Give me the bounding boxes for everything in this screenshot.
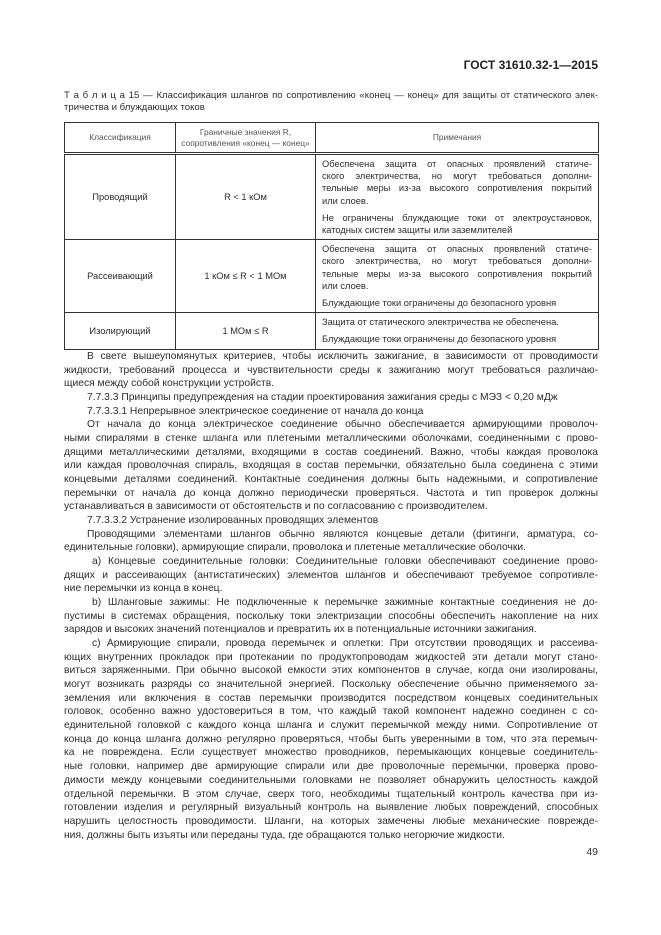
note-line: Обеспечена защита от опасных проявлений статиче- [322,159,592,169]
text-line: нарушить целостность проводимости. Шланги, на которых замечены любые механические поврежде- [64,815,598,827]
limit-cell: 1 кОм ≤ R < 1 МОм [176,240,316,313]
column-header-notes: Примечания [316,123,599,154]
text-line: ка не повреждена. Если существует множество проводников, перемыкающих концевые соединитель- [64,747,598,759]
text-line: Проводящими элементами шлангов обычно являются концевые детали (фитинги, арматура, со- [87,528,598,540]
text-line: единительной головкой с каждого конца шланга и служит перемычкой между ними. Сопротивление от [64,720,598,732]
text-line: а) Концевые соединительные головки: Соединительные головки обеспечивают соединение прово- [92,556,598,568]
paragraph [64,555,598,596]
note-line: или слоев. [322,280,369,291]
note-line: Блуждающие токи ограничены до безопасного уровня [322,334,557,345]
document-header-title: ГОСТ 31610.32-1—2015 [463,58,598,72]
table-row [65,240,599,313]
page-number: 49 [586,846,598,858]
note-line: тельные меры из-за высокого сопротивления покрытий [322,183,592,194]
text-line: концевыми деталями соединений. Контактные соединения должны быть надежными, и сопротивление [64,474,598,486]
paragraph [64,405,598,419]
text-line: единительные головки), армирующие спирали, проволока и плетеные металлические оболочки. [64,542,526,554]
paragraph [64,528,598,555]
text-line: головок, особенно важно удостовериться в том, что каждый такой компонент надежно соединен с со- [64,706,598,718]
text-line: 7.7.3.3.1 Непрерывное электрическое соединение от начала до конца [87,405,424,417]
text-line: жидкости, требований процесса и чувствительности среды к зажиганию могут требоваться различаю- [64,364,598,376]
note-line: ского электричества, но могут требоваться дополни- [322,256,592,267]
column-header-limits-text: Граничные значения R, сопротивления «конец — конец» [181,126,310,148]
note-line: Не ограничены блуждающие токи от электроустановок, [322,212,592,223]
limit-cell: R < 1 кОм [176,154,316,240]
text-line: зарядов и высоких значений потенциалов и превратить их в потенциальные источники зажигания. [64,624,537,636]
text-line: ние перемычки из конца в конец. [64,583,223,595]
text-line: с) Армирующие спирали, провода перемычек и оплетки: При отсутствии проводящих и рассеива- [92,638,598,650]
note-line: катодных систем защиты или заземлителей [322,224,513,235]
note-line: Обеспечена защита от опасных проявлений статиче- [322,244,592,255]
paragraph [64,637,598,842]
classification-cell: Рассеивающий [65,240,176,313]
text-line: дящими металлическими деталями, входящими в состав соединений. Важно, чтобы каждая проволока [64,446,598,458]
paragraph [64,391,598,405]
text-line: димости между концевыми соединительными головками не позволяет обнаружить целостность каждой [64,774,598,786]
notes-cell [316,240,599,313]
note-line: ского электричества, но могут требоваться дополни- [322,171,592,182]
text-line: ными спиралями в стенке шланга или плетеными металлическими оболочками, соединенными с прово- [64,433,598,445]
note-line: Защита от статического электричества не обеспечена. [322,317,559,328]
notes-cell [316,154,599,240]
text-line: ющих внутренних прокладок при протекании по продуктопроводам жидкостей эти детали могут стано- [64,651,598,663]
note-line: тельные меры из-за высокого сопротивления покрытий [322,268,592,279]
column-header-limits [176,123,316,154]
text-line: дящих и рассеивающих (антистатических) элементов шлангов и обеспечивают требуемое сопротивле- [64,569,598,581]
text-line: перемычки от начала до конца должно периодически проверяться. Частота и тип проверок должны [64,487,598,499]
body-text [64,350,598,842]
paragraph [64,514,598,528]
note-line: или слоев. [322,195,369,206]
text-line: b) Шланговые зажимы: Не подключенные к перемычке зажимные контактные соединения не до- [92,597,598,609]
table-caption [64,90,598,114]
text-line: готовлении изделия и регулярный визуальный контроль на выявление любых повреждений, способных [64,802,598,814]
caption-line: тричества и блуждающих токов [64,102,205,113]
text-line: 7.7.3.3 Принципы предупреждения на стадии проектирования зажигания среды с МЭЗ < 0,20 мДж [87,392,558,404]
notes-cell [316,313,599,349]
text-line: 7.7.3.3.2 Устранение изолированных проводящих элементов [87,515,379,527]
table-row [65,313,599,349]
text-line: щиеся между собой конструкции устройств. [64,378,275,390]
text-line: отдельной перемычки. В этом случае, сверх того, необходимы тщательный контроль качества при из- [64,788,598,800]
paragraph [64,350,598,391]
paragraph [64,418,598,514]
classification-table [64,122,599,350]
text-line: конца до конца шланга должно регулярно проверяться, чтобы быть уверенными в том, что эта перемыч- [64,733,598,745]
text-line: виться заряженными. При обычно высокой емкости этих компонентов в случае, когда они изолированы, [64,665,598,677]
limit-cell: 1 МОм ≤ R [176,313,316,349]
paragraph [64,596,598,637]
classification-cell: Изолирующий [65,313,176,349]
column-header-classification: Классификация [65,123,176,154]
text-line: устанавливаться в зависимости от обстоятельств и по согласованию с производителем. [64,501,488,513]
table-row [65,154,599,240]
classification-cell: Проводящий [65,154,176,240]
text-line: ния, должны быть изъяты или переданы туда, где обращаются только негорючие жидкости. [64,829,505,841]
text-line: В свете вышеупомянутых критериев, чтобы исключить зажигание, в зависимости от проводимости [87,351,598,362]
text-line: или каждая проволочная спираль, входящая в состав перемычки, обязательно была соединена с этими [64,460,598,472]
text-line: могут возникать разряды со значительной энергией. Поскольку обеспечение обычно применяемого за- [64,679,598,691]
caption-line: Т а б л и ц а 15 — Классификация шлангов по сопротивлению «конец — конец» для защиты от статического элек- [64,90,598,101]
text-line: От начала до конца электрическое соединение обычно обеспечивается армирующими проволоч- [87,419,598,431]
text-line: пустимы в системах обращения, поскольку токи электризации способны обеспечить накопление на них [64,610,598,622]
note-line: Блуждающие токи ограничены до безопасного уровня [322,297,557,308]
text-line: ные головки, например две армирующие спирали или две проволочные перемычки, проверка прово- [64,761,598,773]
text-line: земления или включения в состав перемычки производится посредством концевых соединительных [64,692,598,704]
